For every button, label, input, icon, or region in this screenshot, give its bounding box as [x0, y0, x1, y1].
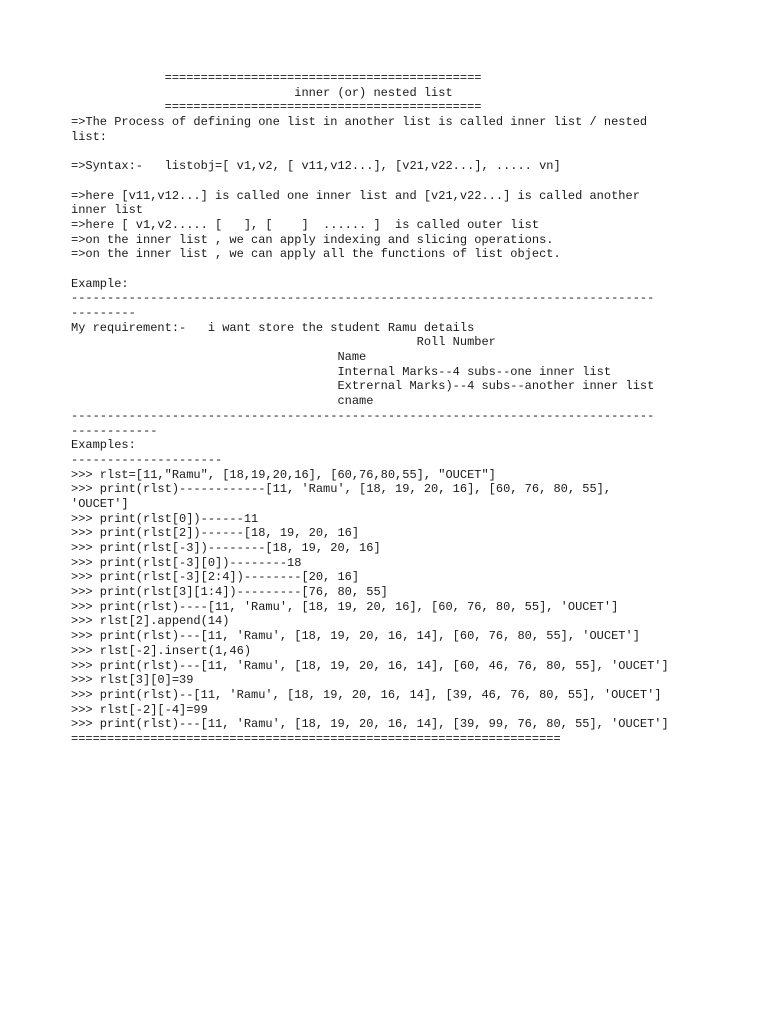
text-line: >>> print(rlst)---[11, 'Ramu', [18, 19, 20, 16, 14], [60, 46, 76, 80, 55], 'OUCET'] — [71, 658, 669, 673]
text-line — [71, 174, 761, 189]
text-line: --------------------- — [71, 452, 223, 467]
text-line: >>> rlst[3][0]=39 — [71, 673, 194, 688]
text-line: Extrernal Marks)--4 subs--another inner list — [71, 379, 655, 394]
text-line: inner list — [71, 203, 144, 218]
text-line: >>> print(rlst[-3][2:4])--------[20, 16] — [71, 570, 360, 585]
text-line: >>> rlst=[11,"Ramu", [18,19,20,16], [60,76,80,55], "OUCET"] — [71, 467, 496, 482]
text-line: >>> rlst[-2].insert(1,46) — [71, 643, 252, 658]
text-line: =>on the inner list , we can apply all the functions of list object. — [71, 247, 561, 262]
text-line: >>> print(rlst)------------[11, 'Ramu', [18, 19, 20, 16], [60, 76, 80, 55], — [71, 482, 612, 497]
text-line: >>> print(rlst[2])------[18, 19, 20, 16] — [71, 526, 360, 541]
text-line: =>on the inner list , we can apply indexing and slicing operations. — [71, 232, 554, 247]
text-line: Examples: — [71, 438, 136, 453]
text-line: >>> print(rlst[-3][0])--------18 — [71, 555, 302, 570]
text-line: ============================================ — [71, 71, 482, 85]
text-line: =>here [ v1,v2..... [ ], [ ] ...... ] is called outer list — [71, 217, 540, 232]
text-line: ------------ — [71, 423, 158, 438]
text-line: list: — [71, 129, 108, 144]
text-line: =>The Process of defining one list in another list is called inner list / nested — [71, 115, 648, 130]
text-line: >>> print(rlst[0])------11 — [71, 511, 259, 526]
text-line: ==================================================================== — [71, 731, 561, 746]
text-line: >>> rlst[-2][-4]=99 — [71, 702, 208, 717]
text-line: Name — [71, 350, 367, 365]
text-line: My requirement:- i want store the student Ramu details — [71, 320, 475, 335]
text-line: --------------------------------------------------------------------------------- — [71, 408, 655, 423]
text-line: Internal Marks--4 subs--one inner list — [71, 364, 612, 379]
text-line: 'OUCET'] — [71, 496, 129, 511]
text-line: --------- — [71, 306, 136, 320]
text-line: Example: — [71, 276, 129, 291]
text-line — [71, 262, 761, 277]
text-line: ============================================ — [71, 100, 482, 115]
text-line — [71, 144, 761, 159]
text-line: =>here [v11,v12...] is called one inner list and [v21,v22...] is called another — [71, 188, 640, 203]
text-line: --------------------------------------------------------------------------------- — [71, 291, 655, 306]
text-line: =>Syntax:- listobj=[ v1,v2, [ v11,v12...], [v21,v22...], ..... vn] — [71, 159, 561, 174]
text-line: >>> print(rlst)----[11, 'Ramu', [18, 19, 20, 16], [60, 76, 80, 55], 'OUCET'] — [71, 599, 619, 614]
text-line: inner (or) nested list — [71, 85, 453, 100]
text-line: cname — [71, 394, 374, 409]
text-line: >>> rlst[2].append(14) — [71, 614, 230, 629]
text-line: >>> print(rlst)--[11, 'Ramu', [18, 19, 20, 16, 14], [39, 46, 76, 80, 55], 'OUCET'] — [71, 687, 662, 702]
text-line: >>> print(rlst)---[11, 'Ramu', [18, 19, 20, 16, 14], [39, 99, 76, 80, 55], 'OUCET'] — [71, 717, 669, 732]
text-line: >>> print(rlst)---[11, 'Ramu', [18, 19, 20, 16, 14], [60, 76, 80, 55], 'OUCET'] — [71, 629, 640, 644]
text-line: Roll Number — [71, 335, 496, 350]
text-line: >>> print(rlst[-3])--------[18, 19, 20, 16] — [71, 541, 381, 555]
document-text — [71, 71, 761, 747]
text-line: >>> print(rlst[3][1:4])---------[76, 80, 55] — [71, 585, 388, 600]
